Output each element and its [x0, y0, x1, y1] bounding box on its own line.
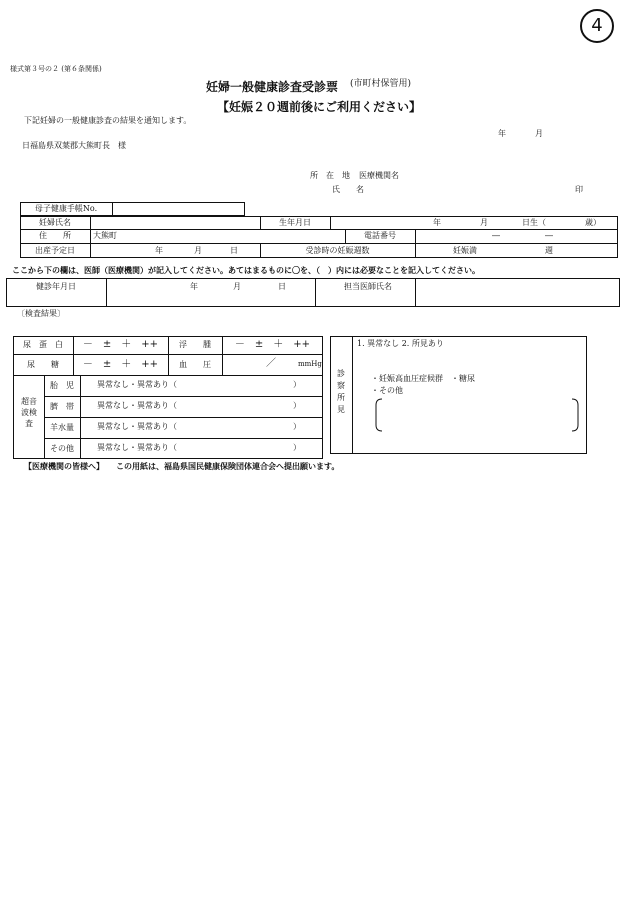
due-day: 日 — [230, 246, 238, 255]
address-field[interactable]: 大熊町 — [93, 231, 117, 240]
exam-day: 日 — [278, 282, 286, 291]
ultrasound-label: 超音波検査 — [21, 397, 37, 428]
due-year: 年 — [155, 246, 163, 255]
person-name-label: 氏 名 — [332, 185, 364, 194]
umbilical-cord-value[interactable]: 異常なし・異常あり（ — [97, 401, 177, 410]
birth-month: 月 — [480, 218, 488, 227]
urine-sugar-scale[interactable]: － ± ＋ ++ — [82, 358, 159, 370]
phone-separator-2: ― — [545, 231, 553, 240]
phone-separator-1: ― — [492, 231, 500, 240]
results-label: 〔検査結果〕 — [17, 309, 65, 318]
weeks-suffix: 週 — [545, 246, 553, 255]
footer-text: この用紙は、福島県国民健康保険団体連合会へ提出願います。 — [116, 462, 340, 471]
edema-scale[interactable]: － ± ＋ ++ — [234, 339, 311, 350]
urine-sugar-label: 尿 糖 — [27, 359, 59, 369]
urine-protein-label: 尿 蛋 白 — [23, 340, 63, 349]
blood-pressure-unit: mmHg — [298, 360, 322, 368]
footer-bracket: 【医療機関の皆様へ】 — [24, 462, 104, 471]
usage-notice: 【妊娠２０週前後にご利用ください】 — [217, 100, 422, 114]
pregnant-name-label: 妊婦氏名 — [39, 217, 71, 227]
ultrasound-other-close: ） — [293, 443, 301, 452]
doctor-name-label: 担当医師氏名 — [344, 282, 392, 291]
page-number-badge: 4 — [580, 9, 614, 43]
amniotic-fluid-close: ） — [293, 422, 301, 431]
findings-box — [330, 336, 587, 454]
birth-year: 年 — [433, 218, 441, 227]
birth-age: 歳） — [585, 218, 601, 227]
date-year: 年 — [498, 129, 506, 138]
weeks-prefix: 妊娠満 — [453, 246, 477, 255]
due-month: 月 — [194, 246, 202, 255]
seal-mark: 印 — [575, 185, 583, 194]
institution-name-label: 医療機関名 — [359, 171, 399, 180]
exam-date-label: 健診年月日 — [36, 282, 76, 291]
intro-text: 下記妊婦の一般健康診査の結果を通知します。 — [24, 116, 192, 125]
fetus-label: 胎 児 — [50, 380, 74, 390]
phone-label: 電話番号 — [364, 231, 396, 240]
umbilical-cord-label: 臍 帯 — [50, 401, 74, 411]
umbilical-cord-close: ） — [293, 401, 301, 410]
addressee: 日福島県双葉郡大熊町長 様 — [22, 141, 126, 150]
blood-pressure-label: 血 圧 — [179, 359, 211, 369]
findings-label: 診察所見 — [337, 369, 345, 414]
exam-year: 年 — [190, 282, 198, 291]
form-number: 様式第３号の２ (第６条関係) — [10, 65, 102, 73]
handbook-number-field[interactable] — [113, 203, 244, 215]
findings-option[interactable]: 1. 異常なし 2. 所見あり — [357, 339, 444, 348]
amniotic-fluid-value[interactable]: 異常なし・異常あり（ — [97, 422, 177, 431]
fetus-value[interactable]: 異常なし・異常あり（ — [97, 380, 177, 389]
due-date-label: 出産予定日 — [35, 245, 75, 255]
amniotic-fluid-label: 羊水量 — [50, 422, 74, 432]
urine-protein-scale[interactable]: － ± ＋ ++ — [82, 339, 159, 350]
exam-month: 月 — [233, 282, 241, 291]
pregnant-name-field[interactable] — [91, 217, 259, 228]
ultrasound-other-label: その他 — [50, 443, 74, 453]
doctor-name-field[interactable] — [416, 279, 619, 306]
date-month: 月 — [535, 129, 543, 138]
form-title: 妊婦一般健康診査受診票 — [206, 80, 339, 94]
findings-other-bracket[interactable] — [374, 397, 580, 433]
edema-label: 浮 腫 — [179, 340, 211, 349]
blood-pressure-separator: ／ — [266, 358, 276, 369]
doctor-instruction: ここから下の欄は、医師（医療機関）が記入してください。あてはまるものに〇を、（ ）内には必要なことを記入してください。 — [12, 266, 480, 275]
form-title-sub: (市町村保管用) — [350, 79, 412, 89]
fetus-close: ） — [293, 380, 301, 389]
birth-date-label: 生年月日 — [279, 217, 311, 227]
findings-item-hypertension[interactable]: ・妊娠高血圧症候群 ・糖尿 — [371, 374, 475, 383]
address-label: 住 所 — [39, 231, 71, 240]
ultrasound-other-value[interactable]: 異常なし・異常あり（ — [97, 443, 177, 452]
handbook-label: 母子健康手帳No. — [34, 204, 98, 213]
location-label: 所 在 地 — [310, 171, 350, 180]
weeks-label: 受診時の妊娠週数 — [305, 245, 370, 255]
findings-item-other[interactable]: ・その他 — [371, 386, 403, 395]
birth-day: 日生（ — [522, 218, 546, 227]
